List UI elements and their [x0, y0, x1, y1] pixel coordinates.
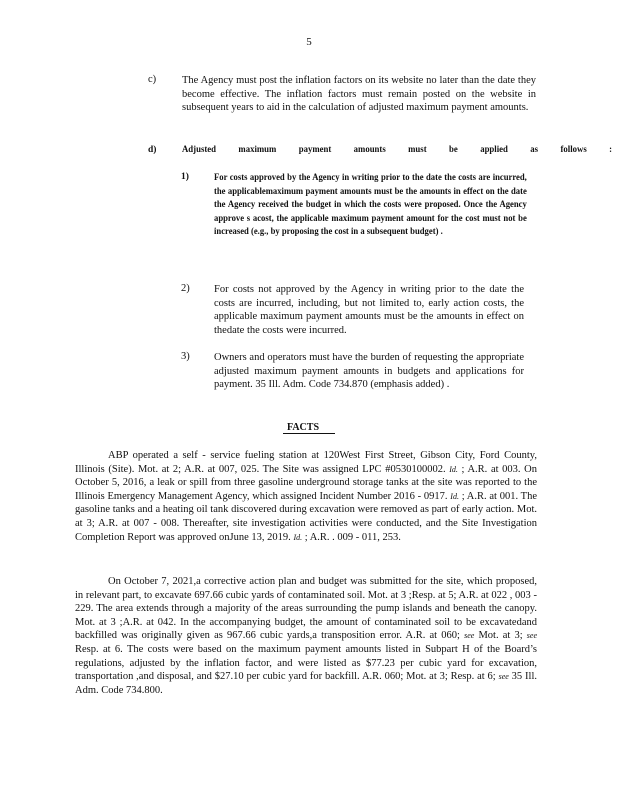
- paragraph-text: ; A.R. . 009 - 011, 253.: [302, 531, 401, 543]
- paragraph-text: Mot. at 3;: [474, 630, 527, 642]
- citation-signal: see: [498, 672, 509, 682]
- item-d-text: Adjusted maximum payment amounts must be applied as follows :: [182, 145, 613, 155]
- citation-signal: see: [464, 631, 475, 641]
- item-c-label: c): [148, 74, 157, 85]
- subitem-1-label: 1): [181, 172, 189, 182]
- paragraph-text: 35 Ill. Adm. Code 734.800.: [75, 671, 537, 696]
- facts-heading: [0, 422, 618, 433]
- paragraph-text: On October 7, 2021,a corrective action plan and budget was submitted for the site, which proposed, in relevant part, to excavate 697.66 cubic yards of contaminated soil. Mot. at 3 ;Resp. at 5; A.R. at 022 , 003 - 229. The area extends through a majority of the areas surrounding the pump islands and beneath the canopy. Mot. at 3 ;A.R. at 042. In the accompanying budget, the amount of contaminated soil to be excavatedand backfilled was originally given as 967.66 cubic yards,a transposition error. A.R. at 060;: [75, 576, 537, 642]
- subitem-3-label: 3): [181, 351, 190, 362]
- subitem-2-label: 2): [181, 283, 190, 294]
- paragraph-text: Resp. at 6. The costs were based on the maximum payment amounts listed in Subpart H of the Board’s regulations, adjusted by the inflation factor, and were listed as $77.23 per cubic yard for excavation, transportation ,and disposal, and $27.10 per cubic yard for backfill. A.R. 060; Mot. at 3; Resp. at 6;: [75, 643, 537, 683]
- facts-paragraph-2: [75, 575, 537, 697]
- paragraph-text: ABP operated a self - service fueling station at 120West First Street, Gibson City, Ford County, Illinois (Site). Mot. at 2; A.R. at 007, 025. The Site was assigned LPC #0530100002.: [75, 450, 537, 475]
- item-d-label: d): [148, 145, 157, 155]
- paragraph-text: ; A.R. at 003. On October 5, 2016, a leak or spill from three gasoline underground storage tanks at the site was reported to the Illinois Emergency Management Agency, which assigned Incident Number 2016 - 0917.: [75, 463, 537, 502]
- citation-signal: Id.: [450, 491, 459, 501]
- citation-signal: see: [526, 631, 538, 641]
- facts-heading-text: FACTS: [283, 422, 335, 434]
- subitem-2-text: For costs not approved by the Agency in writing prior to the date the costs are incurred, including, but not limited to, early action costs, the applicable maximum payment amounts must be the amounts in effect on thedate the costs were incurred.: [214, 284, 524, 336]
- citation-signal: Id.: [293, 532, 303, 542]
- citation-signal: Id.: [449, 464, 458, 474]
- paragraph-text: ; A.R. at 001. The gasoline tanks and a heating oil tank discovered during excavation were removed as part of early action. Mot. at 3; A.R. at 007 - 008. Thereafter, site investigation activities were conducted, and the Site Investigation Completion Report was approved onJune 13, 2019.: [75, 490, 537, 543]
- subitem-3-text: Owners and operators must have the burden of requesting the appropriate adjusted maximum payment amounts in budgets and applications for payment. 35 Ill. Adm. Code 734.870 (emphasis added) .: [214, 352, 524, 391]
- page-number: 5: [306, 36, 312, 48]
- facts-paragraph-1: [75, 449, 537, 544]
- subitem-1-text: For costs approved by the Agency in writing prior to the date the costs are incurred, the applicablemaximum payment amounts must be the amounts in effect on the date the Agency received the budget in which the costs were proposed. Once the Agency approve s acost, the applicable maximum payment amount for the cost must not be increased (e.g., by proposing the cost in a subsequent budget) .: [214, 173, 527, 238]
- item-c-text: The Agency must post the inflation factors on its website no later than the date they become effective. The inflation factors must remain posted on the website in subsequent years to aid in the calculation of adjusted maximum payment amounts.: [182, 75, 536, 114]
